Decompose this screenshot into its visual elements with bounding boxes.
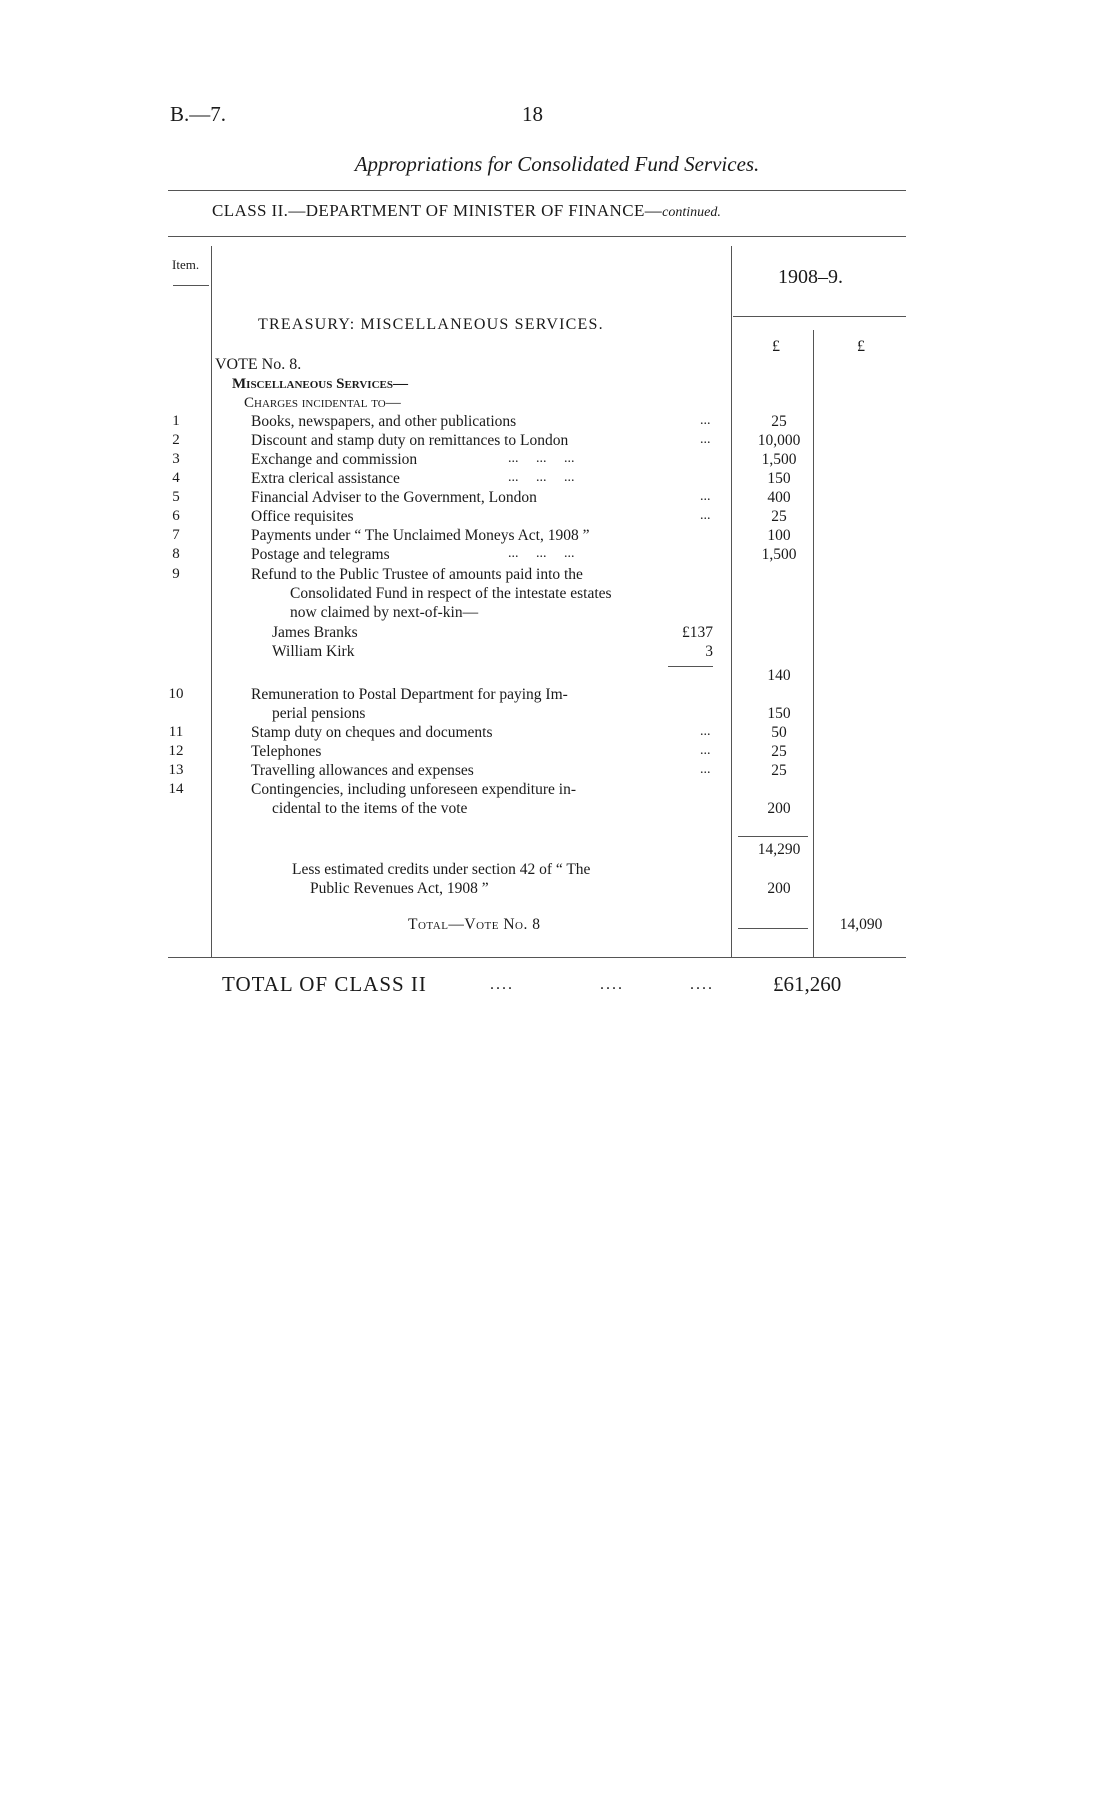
item-amount: 400 [767, 489, 791, 506]
item-number: 4 [172, 470, 180, 486]
table-row [0, 413, 1114, 432]
table-row [0, 743, 1114, 762]
item-description: Exchange and commission [251, 451, 418, 468]
item-number: 13 [168, 762, 184, 778]
class-total-label: TOTAL OF CLASS II [222, 972, 427, 996]
vote-total-amount: 14,090 [839, 916, 883, 933]
leader-dots: ... [700, 508, 711, 523]
item-description: Office requisites [251, 508, 354, 525]
page-number: 18 [522, 102, 543, 126]
item-amount: 1,500 [761, 451, 797, 468]
currency-header-1: £ [772, 338, 780, 355]
table-row [0, 489, 1114, 508]
table-row [0, 546, 1114, 565]
item-number: 3 [172, 451, 180, 467]
class-total-amount: £61,260 [773, 972, 842, 996]
subhead-misc-services: Miscellaneous Services— [232, 376, 408, 392]
year-underline [733, 316, 906, 317]
page-title: Appropriations for Consolidated Fund Services. [354, 152, 760, 176]
subhead-charges: Charges incidental to— [244, 395, 401, 411]
leader-dots: ... [700, 432, 711, 447]
table-row [0, 566, 1114, 686]
item-description-line: Contingencies, including unforeseen expenditure in- [251, 781, 576, 798]
beneficiary-name: James Branks [272, 624, 358, 641]
item-description: Payments under “ The Unclaimed Moneys Act, 1908 ” [251, 527, 590, 544]
class-title-text: CLASS II.—DEPARTMENT OF MINISTER OF FINANCE— [212, 201, 663, 220]
subtotal-rule [738, 836, 808, 837]
item-number: 2 [172, 432, 180, 448]
item-amount: 25 [771, 413, 787, 430]
item-number: 11 [168, 724, 184, 740]
leader-dots: ... ... ... [508, 470, 575, 485]
item-description-line: cidental to the items of the vote [272, 800, 468, 817]
document-reference: B.—7. [170, 102, 227, 126]
item-amount: 1,500 [761, 546, 797, 563]
item-number: 12 [168, 743, 184, 759]
item-column-header: Item. [172, 257, 200, 272]
leader-dots: ... [700, 762, 711, 777]
beneficiary-amount: 3 [705, 643, 713, 660]
item-amount: 50 [771, 724, 787, 741]
table-row [0, 686, 1114, 724]
table-row [0, 762, 1114, 781]
item-amount: 150 [767, 705, 791, 722]
less-credits-line: Public Revenues Act, 1908 ” [310, 880, 489, 897]
table-row [0, 781, 1114, 819]
table-bottom-rule [168, 957, 906, 958]
leader-dots: ... [700, 743, 711, 758]
class-total-leader: .... [690, 976, 714, 993]
title-rule [168, 190, 906, 191]
item-description: Postage and telegrams [251, 546, 390, 563]
leader-dots: ... ... ... [508, 451, 575, 466]
item-description: Financial Adviser to the Government, London [251, 489, 537, 506]
class-title [212, 201, 721, 221]
item-amount: 100 [767, 527, 791, 544]
item-amount: 140 [767, 667, 791, 684]
item-number: 14 [168, 781, 184, 797]
subtotal-amount: 14,290 [757, 841, 801, 858]
section-title: TREASURY: MISCELLANEOUS SERVICES. [258, 316, 604, 333]
year-header: 1908–9. [778, 266, 843, 288]
class-total-leader: .... [600, 976, 624, 993]
class-total-leader: .... [490, 976, 514, 993]
vote-heading: VOTE No. 8. [215, 356, 302, 373]
item-description: Books, newspapers, and other publications [251, 413, 517, 430]
table-row [0, 527, 1114, 546]
item-description-line: Consolidated Fund in respect of the intestate estates [290, 585, 612, 602]
item-number: 7 [172, 527, 180, 543]
item-amount: 150 [767, 470, 791, 487]
item-description: Travelling allowances and expenses [251, 762, 474, 779]
table-top-rule [168, 236, 906, 237]
table-row [0, 470, 1114, 489]
item-number: 5 [172, 489, 180, 505]
beneficiary-name: William Kirk [272, 643, 355, 660]
item-amount: 25 [771, 508, 787, 525]
currency-header-2: £ [857, 338, 865, 355]
subtotal-rule [668, 666, 713, 667]
item-description: Stamp duty on cheques and documents [251, 724, 493, 741]
table-row [0, 451, 1114, 470]
item-number: 9 [172, 566, 180, 582]
item-number: 6 [172, 508, 180, 524]
item-description-line: Refund to the Public Trustee of amounts paid into the [251, 566, 583, 583]
item-description-line: now claimed by next-of-kin— [290, 604, 479, 621]
leader-dots: ... [700, 724, 711, 739]
vote-total-rule [738, 928, 808, 929]
item-amount: 200 [767, 800, 791, 817]
class-title-continued: continued. [662, 205, 721, 220]
item-number: 8 [172, 546, 180, 562]
item-description: Extra clerical assistance [251, 470, 400, 487]
item-number: 1 [172, 413, 180, 429]
table-row [0, 432, 1114, 451]
item-header-underline [173, 285, 209, 286]
item-description: Telephones [251, 743, 322, 760]
less-credits-amount: 200 [767, 880, 791, 897]
leader-dots: ... [700, 489, 711, 504]
item-number: 10 [168, 686, 184, 702]
vote-total-label: Total—Vote No. 8 [408, 916, 541, 933]
item-amount: 25 [771, 743, 787, 760]
item-description-line: Remuneration to Postal Department for paying Im- [251, 686, 568, 703]
item-description-line: perial pensions [272, 705, 366, 722]
beneficiary-amount: £137 [682, 624, 713, 641]
less-credits-line: Less estimated credits under section 42 of “ The [292, 861, 591, 878]
table-row [0, 724, 1114, 743]
item-amount: 25 [771, 762, 787, 779]
item-amount: 10,000 [757, 432, 801, 449]
leader-dots: ... [700, 413, 711, 428]
item-description: Discount and stamp duty on remittances to London [251, 432, 569, 449]
leader-dots: ... ... ... [508, 546, 575, 561]
table-row [0, 508, 1114, 527]
